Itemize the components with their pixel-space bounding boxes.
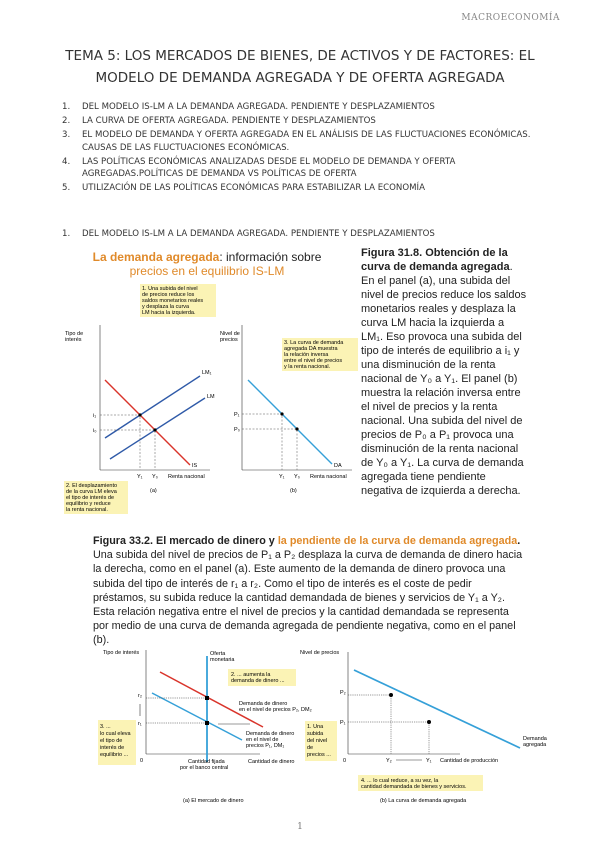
page-title	[40, 45, 560, 89]
point	[427, 720, 431, 724]
table-of-contents	[62, 101, 552, 196]
page-number: 1	[297, 822, 303, 832]
caption-highlight: la pendiente de la curva de demanda agregada	[277, 535, 518, 547]
curve-label: LM₁	[202, 370, 212, 376]
running-header: MACROECONOMÍA	[461, 13, 560, 23]
curve-label: Demanda de dinero en el nivel de precios P₂, DM₂	[239, 701, 312, 713]
section-text: DEL MODELO IS-LM A LA DEMANDA AGREGADA. PENDIENTE Y DESPLAZAMIENTOS	[82, 229, 435, 239]
tick-label: P₁	[234, 412, 240, 418]
is-curve	[105, 380, 190, 465]
panel-label: (b) La curva de demanda agregada	[380, 798, 467, 804]
axis-label: Nivel de precios	[300, 650, 340, 656]
point	[389, 693, 393, 697]
tick-label: P₂	[340, 690, 346, 696]
note-text: 4. ... lo cual reduce, a su vez, la cantidad demandada de bienes y servicios.	[361, 778, 467, 790]
tick-label: 0	[343, 758, 347, 764]
point	[295, 427, 298, 430]
toc-item	[62, 101, 552, 114]
caption-dot: .	[517, 535, 521, 547]
money-demand-1	[152, 693, 242, 740]
toc-number: 4.	[62, 156, 71, 167]
figure-33-2-caption	[93, 534, 523, 648]
lm-curve	[110, 398, 205, 459]
axis-label: Cantidad de dinero	[248, 759, 295, 765]
panel-label: (a)	[150, 488, 157, 494]
toc-text: DEL MODELO IS-LM A LA DEMANDA AGREGADA. PENDIENTE Y DESPLAZAMIENTOS	[82, 102, 435, 112]
figure-money-market-da	[60, 642, 550, 814]
tick-label: i₀	[93, 428, 97, 434]
title-line: MODELO DE DEMANDA AGREGADA Y DE OFERTA AGREGADA	[95, 70, 505, 86]
figure-31-8-caption	[361, 246, 529, 498]
toc-item	[62, 115, 552, 128]
note-text: 1. Una subida del nivel de precios reduce los saldos monetarios reales y desplaza la curva LM hacia la izquierda.	[142, 286, 204, 316]
axis-label: Renta nacional	[310, 474, 347, 480]
tick-label: r₂	[138, 693, 142, 699]
toc-item	[62, 156, 552, 181]
caption-title: Figura 33.2. El mercado de dinero y	[93, 535, 278, 547]
toc-item	[62, 129, 552, 154]
point	[205, 721, 209, 725]
toc-number: 1.	[62, 102, 71, 112]
section-heading	[62, 229, 435, 239]
guide-lines	[146, 698, 207, 723]
axis-label: Tipo de interés	[103, 650, 140, 656]
guide-lines	[242, 414, 297, 470]
equilibrium-point	[138, 413, 141, 416]
caption-title: Figura 31.8. Obtención de la curva de demanda agregada	[361, 247, 510, 273]
toc-text: EL MODELO DE DEMANDA Y OFERTA AGREGADA EN EL ANÁLISIS DE LAS FLUCTUACIONES ECONÓMICAS. CAUSAS DE LAS FLUCTUACIONES ECONÓMICAS.	[82, 130, 531, 153]
figure-title-highlight: La demanda agregada	[92, 250, 220, 264]
axis-label: Cantidad de producción	[440, 758, 499, 764]
figure-title-line2: precios en el equilibrio IS-LM	[129, 264, 285, 278]
tick-label: Y₀	[152, 474, 158, 480]
curve-label: IS	[192, 463, 198, 469]
guide-lines	[348, 695, 429, 754]
curve-label: DA	[334, 463, 342, 469]
section-number: 1.	[62, 229, 71, 239]
curve-label: LM	[207, 394, 215, 400]
toc-text: LA CURVA DE OFERTA AGREGADA. PENDIENTE Y DESPLAZAMIENTOS	[82, 116, 376, 126]
point	[205, 696, 209, 700]
tick-label: Y₁	[279, 474, 285, 480]
figure-islm-da	[60, 280, 360, 516]
caption-body: Una subida del nivel de precios de P₁ a P₂ desplaza la curva de demanda de dinero hacia la derecha, como en el panel (a). Este aumento de la demanda de dinero provoca una subida del tipo de interés de r₁ a r₂. Como el tipo de interés es el coste de pedir préstamos, su subida reduce la cantidad demandada de bienes y servicios de Y₁ a Y₂. Esta relación negativa entre el nivel de precios y la cantidad demandada se representa por medio de una curva de demanda agregada de pendiente negativa, como en el panel (b).	[93, 549, 523, 647]
figure-title-text: : información sobre	[219, 250, 322, 264]
tick-label: P₁	[340, 720, 346, 726]
axis-label: Cantidad fijada por el banco central	[180, 759, 229, 771]
caption-body: . En el panel (a), una subida del nivel de precios reduce los saldos monetarios reales y desplaza la curva LM hacia la izquierda a LM₁. Eso provoca una subida del tipo de interés de equilibrio a i₁ y una disminución de la renta nacional de Y₀ a Y₁. El panel (b) muestra la relación inversa entre el nivel de precios y la renta nacional. Una subida del nivel de precios de P₀ a P₁ provoca una disminución de la renta nacional de Y₀ a Y₁. La curva de demanda agregada tiene pendiente negativa de izquierda a derecha.	[361, 261, 527, 497]
toc-text: UTILIZACIÓN DE LAS POLÍTICAS ECONÓMICAS PARA ESTABILIZAR LA ECONOMÍA	[82, 183, 425, 193]
lm1-curve	[105, 376, 200, 438]
tick-label: Y₁	[426, 758, 432, 764]
tick-label: r₁	[138, 721, 142, 727]
axis-label: Nivel de precios	[220, 331, 240, 343]
toc-item	[62, 182, 552, 195]
axis-label: Tipo de interés	[65, 331, 84, 343]
note-text: 1. Una subida del nivel de precios ...	[307, 724, 331, 758]
curve-label: Demanda agregada	[523, 736, 547, 748]
curve-label: Oferta monetaria	[210, 651, 235, 663]
toc-number: 2.	[62, 116, 71, 126]
toc-number: 3.	[62, 130, 71, 140]
point	[280, 412, 283, 415]
note-text: 3. La curva de demanda agregada DA muestra la relación inversa entre el nivel de precios y la renta nacional.	[284, 340, 344, 370]
tick-label: P₀	[234, 427, 240, 433]
tick-label: 0	[140, 758, 144, 764]
curve-label: Demanda de dinero en el nivel de precios P₁, DM₁	[246, 731, 295, 749]
da-curve	[248, 380, 332, 464]
tick-label: Y₁	[137, 474, 143, 480]
note-text: 3. ... lo cual eleva el tipo de interés de equilibrio ...	[100, 724, 131, 758]
toc-text: LAS POLÍTICAS ECONÓMICAS ANALIZADAS DESDE EL MODELO DE DEMANDA Y OFERTA AGREGADAS.POLÍTICAS DE DEMANDA VS POLÍTICAS DE OFERTA	[82, 156, 456, 179]
tick-label: i₁	[93, 413, 97, 419]
da-curve	[354, 670, 520, 748]
note-text: 2. ... aumenta la demanda de dinero ...	[231, 672, 285, 684]
tick-label: Y₀	[294, 474, 300, 480]
tick-label: Y₂	[386, 758, 392, 764]
equilibrium-point	[153, 428, 156, 431]
note-text: 2. El desplazamiento de la curva LM eleva el tipo de interés de equilibrio y reduce la renta nacional.	[66, 483, 118, 513]
title-line: TEMA 5: LOS MERCADOS DE BIENES, DE ACTIVOS Y DE FACTORES: EL	[65, 48, 535, 64]
figure-1-title	[72, 250, 342, 278]
panel-label: (a) El mercado de dinero	[183, 798, 244, 804]
panel-label: (b)	[290, 488, 297, 494]
toc-number: 5.	[62, 183, 71, 193]
axis-label: Renta nacional	[168, 474, 205, 480]
